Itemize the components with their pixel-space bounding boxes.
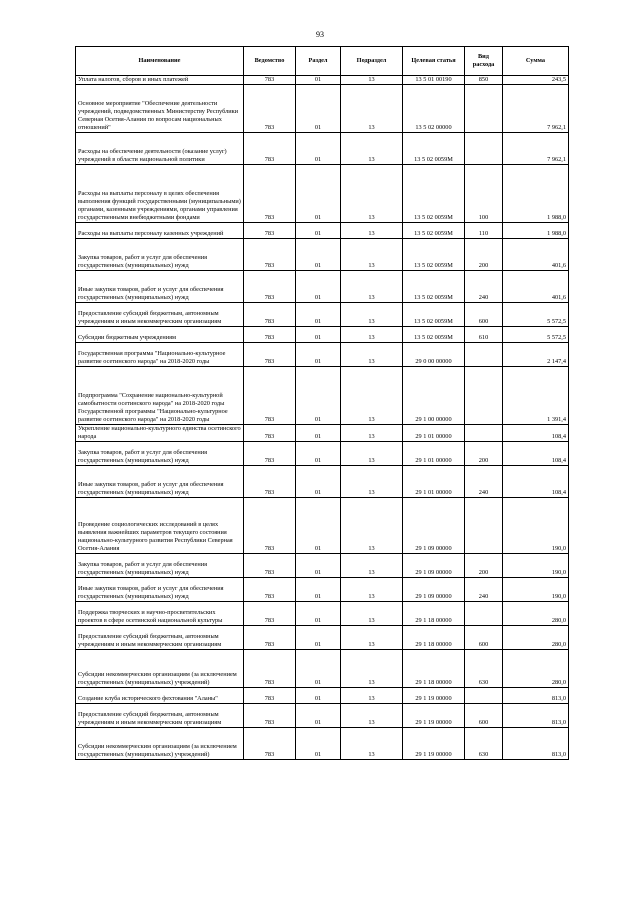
row-subsection: 13	[341, 223, 403, 239]
row-section: 01	[296, 602, 341, 626]
row-section: 01	[296, 271, 341, 303]
table-row	[76, 303, 569, 327]
row-section: 01	[296, 498, 341, 554]
row-amount: 190,0	[503, 498, 569, 554]
row-section: 01	[296, 650, 341, 688]
table-row	[76, 239, 569, 271]
table-row	[76, 602, 569, 626]
row-department: 783	[244, 76, 296, 85]
row-expense-type	[465, 343, 503, 367]
row-expense-type: 850	[465, 76, 503, 85]
row-expense-type: 200	[465, 554, 503, 578]
row-section: 01	[296, 343, 341, 367]
row-section: 01	[296, 688, 341, 704]
row-target-article: 29 1 09 00000	[403, 578, 465, 602]
row-section: 01	[296, 554, 341, 578]
row-subsection: 13	[341, 704, 403, 728]
row-expense-type: 630	[465, 728, 503, 760]
row-expense-type: 110	[465, 223, 503, 239]
row-target-article: 13 5 02 0059М	[403, 239, 465, 271]
row-expense-type	[465, 498, 503, 554]
table-row	[76, 650, 569, 688]
row-subsection: 13	[341, 133, 403, 165]
row-target-article: 13 5 02 0059М	[403, 133, 465, 165]
row-target-article: 29 1 18 00000	[403, 602, 465, 626]
row-amount: 108,4	[503, 442, 569, 466]
row-amount: 813,0	[503, 704, 569, 728]
row-amount: 280,0	[503, 626, 569, 650]
row-amount: 7 962,1	[503, 85, 569, 133]
table-row	[76, 85, 569, 133]
table-row	[76, 728, 569, 760]
row-name: Укрепление национально-культурного единства осетинского народа	[76, 425, 244, 442]
row-expense-type: 240	[465, 578, 503, 602]
row-department: 783	[244, 466, 296, 498]
column-header-name: Наименование	[76, 47, 244, 76]
row-target-article: 29 1 18 00000	[403, 626, 465, 650]
table-row	[76, 425, 569, 442]
row-expense-type: 200	[465, 442, 503, 466]
row-name: Поддержка творческих и научно-просветительских проектов в сфере осетинской национальной культуры	[76, 602, 244, 626]
row-subsection: 13	[341, 76, 403, 85]
row-name: Подпрограмма "Сохранение национально-культурной самобытности осетинского народа" на 2018-2020 годы Государственной программы "Национально-культурное развитие осетинского народа" на 2018-2020 годы	[76, 367, 244, 425]
row-subsection: 13	[341, 602, 403, 626]
row-department: 783	[244, 85, 296, 133]
row-expense-type: 600	[465, 303, 503, 327]
column-header-subsection: Подраздел	[341, 47, 403, 76]
page-number: 93	[316, 30, 324, 39]
row-section: 01	[296, 466, 341, 498]
row-name: Расходы на выплаты персоналу казенных учреждений	[76, 223, 244, 239]
row-target-article: 13 5 02 0059М	[403, 271, 465, 303]
row-department: 783	[244, 327, 296, 343]
row-subsection: 13	[341, 425, 403, 442]
row-name: Создание клуба исторического фехтования "Аланы"	[76, 688, 244, 704]
table-row	[76, 498, 569, 554]
row-section: 01	[296, 728, 341, 760]
row-subsection: 13	[341, 728, 403, 760]
row-department: 783	[244, 303, 296, 327]
row-name: Проведение социологических исследований в целях выявления важнейших параметров текущего состояния национально-культурного развития Республики Северная Осетия-Алания	[76, 498, 244, 554]
row-name: Предоставление субсидий бюджетным, автономным учреждениям и иным некоммерческим организациям	[76, 303, 244, 327]
table-row	[76, 704, 569, 728]
row-subsection: 13	[341, 271, 403, 303]
row-target-article: 29 1 01 00000	[403, 425, 465, 442]
row-expense-type: 240	[465, 466, 503, 498]
row-expense-type: 600	[465, 626, 503, 650]
row-section: 01	[296, 76, 341, 85]
row-expense-type: 200	[465, 239, 503, 271]
table-row	[76, 578, 569, 602]
row-target-article: 13 5 02 0059М	[403, 303, 465, 327]
row-amount: 7 962,1	[503, 133, 569, 165]
row-subsection: 13	[341, 688, 403, 704]
row-amount: 813,0	[503, 728, 569, 760]
row-expense-type: 630	[465, 650, 503, 688]
row-name: Субсидии некоммерческим организациям (за исключением государственных (муниципальных) учреждений)	[76, 650, 244, 688]
row-department: 783	[244, 602, 296, 626]
row-subsection: 13	[341, 466, 403, 498]
row-department: 783	[244, 165, 296, 223]
row-department: 783	[244, 442, 296, 466]
row-amount: 108,4	[503, 425, 569, 442]
row-expense-type	[465, 425, 503, 442]
table-row	[76, 442, 569, 466]
column-header-expense-type: Вид расхода	[465, 47, 503, 76]
row-amount: 1 988,0	[503, 223, 569, 239]
row-department: 783	[244, 728, 296, 760]
row-department: 783	[244, 425, 296, 442]
row-department: 783	[244, 688, 296, 704]
row-target-article: 29 1 19 00000	[403, 704, 465, 728]
row-name: Иные закупки товаров, работ и услуг для обеспечения государственных (муниципальных) нужд	[76, 466, 244, 498]
row-name: Уплата налогов, сборов и иных платежей	[76, 76, 244, 85]
row-department: 783	[244, 650, 296, 688]
table-header-row	[76, 47, 569, 76]
row-department: 783	[244, 578, 296, 602]
row-amount: 1 988,0	[503, 165, 569, 223]
row-name: Субсидии бюджетным учреждениям	[76, 327, 244, 343]
row-amount: 5 572,5	[503, 303, 569, 327]
row-section: 01	[296, 165, 341, 223]
row-section: 01	[296, 626, 341, 650]
row-section: 01	[296, 704, 341, 728]
row-expense-type: 100	[465, 165, 503, 223]
row-target-article: 29 1 19 00000	[403, 688, 465, 704]
row-section: 01	[296, 578, 341, 602]
table-row	[76, 223, 569, 239]
row-expense-type: 610	[465, 327, 503, 343]
row-amount: 1 391,4	[503, 367, 569, 425]
row-name: Предоставление субсидий бюджетным, автономным учреждениям и иным некоммерческим организациям	[76, 626, 244, 650]
row-target-article: 29 1 00 00000	[403, 367, 465, 425]
table-row	[76, 271, 569, 303]
row-name: Закупка товаров, работ и услуг для обеспечения государственных (муниципальных) нужд	[76, 442, 244, 466]
row-amount: 108,4	[503, 466, 569, 498]
row-subsection: 13	[341, 578, 403, 602]
row-amount: 5 572,5	[503, 327, 569, 343]
row-subsection: 13	[341, 327, 403, 343]
row-target-article: 29 1 09 00000	[403, 498, 465, 554]
row-department: 783	[244, 133, 296, 165]
row-amount: 280,0	[503, 602, 569, 626]
row-target-article: 13 5 01 00190	[403, 76, 465, 85]
row-name: Расходы на обеспечение деятельности (оказание услуг) учреждений в области национальной политики	[76, 133, 244, 165]
row-target-article: 29 1 01 00000	[403, 442, 465, 466]
row-amount: 401,6	[503, 271, 569, 303]
row-subsection: 13	[341, 626, 403, 650]
table-row	[76, 466, 569, 498]
row-name: Предоставление субсидий бюджетным, автономным учреждениям и иным некоммерческим организациям	[76, 704, 244, 728]
table-row	[76, 133, 569, 165]
row-department: 783	[244, 498, 296, 554]
row-target-article: 13 5 02 0059М	[403, 327, 465, 343]
row-department: 783	[244, 223, 296, 239]
row-subsection: 13	[341, 303, 403, 327]
row-subsection: 13	[341, 165, 403, 223]
column-header-department: Ведомство	[244, 47, 296, 76]
row-expense-type	[465, 133, 503, 165]
table-row	[76, 327, 569, 343]
row-section: 01	[296, 442, 341, 466]
table-row	[76, 688, 569, 704]
row-target-article: 29 1 09 00000	[403, 554, 465, 578]
row-expense-type: 240	[465, 271, 503, 303]
row-section: 01	[296, 239, 341, 271]
row-section: 01	[296, 327, 341, 343]
row-amount: 280,0	[503, 650, 569, 688]
row-name: Иные закупки товаров, работ и услуг для обеспечения государственных (муниципальных) нужд	[76, 578, 244, 602]
row-subsection: 13	[341, 498, 403, 554]
row-expense-type	[465, 688, 503, 704]
row-name: Государственная программа "Национально-культурное развитие осетинского народа" на 2018-2020 годы	[76, 343, 244, 367]
row-section: 01	[296, 133, 341, 165]
row-section: 01	[296, 85, 341, 133]
row-name: Закупка товаров, работ и услуг для обеспечения государственных (муниципальных) нужд	[76, 554, 244, 578]
row-department: 783	[244, 626, 296, 650]
row-expense-type	[465, 85, 503, 133]
row-name: Иные закупки товаров, работ и услуг для обеспечения государственных (муниципальных) нужд	[76, 271, 244, 303]
row-target-article: 29 1 19 00000	[403, 728, 465, 760]
column-header-target-article: Целевая статья	[403, 47, 465, 76]
row-name: Закупка товаров, работ и услуг для обеспечения государственных (муниципальных) нужд	[76, 239, 244, 271]
row-section: 01	[296, 223, 341, 239]
row-department: 783	[244, 554, 296, 578]
row-department: 783	[244, 343, 296, 367]
row-target-article: 13 5 02 0059М	[403, 165, 465, 223]
row-amount: 243,5	[503, 76, 569, 85]
row-name: Основное мероприятие "Обеспечение деятельности учреждений, подведомственных Министерству Республики Северная Осетия-Алания по вопросам национальных отношений"	[76, 85, 244, 133]
table-row	[76, 343, 569, 367]
row-department: 783	[244, 367, 296, 425]
row-section: 01	[296, 303, 341, 327]
row-section: 01	[296, 425, 341, 442]
table-row	[76, 76, 569, 85]
column-header-section: Раздел	[296, 47, 341, 76]
row-target-article: 13 5 02 00000	[403, 85, 465, 133]
row-section: 01	[296, 367, 341, 425]
row-amount: 401,6	[503, 239, 569, 271]
table-row	[76, 165, 569, 223]
row-amount: 190,0	[503, 554, 569, 578]
row-amount: 813,0	[503, 688, 569, 704]
row-target-article: 29 1 18 00000	[403, 650, 465, 688]
row-name: Расходы на выплаты персоналу в целях обеспечения выполнения функций государственными (муниципальными) органами, казенными учреждениями, органами управления государственными внебюджетными фондами	[76, 165, 244, 223]
budget-table	[75, 46, 569, 760]
row-expense-type	[465, 367, 503, 425]
row-department: 783	[244, 704, 296, 728]
row-subsection: 13	[341, 343, 403, 367]
row-target-article: 13 5 02 0059М	[403, 223, 465, 239]
row-expense-type	[465, 602, 503, 626]
row-target-article: 29 1 01 00000	[403, 466, 465, 498]
row-target-article: 29 0 00 00000	[403, 343, 465, 367]
row-amount: 190,0	[503, 578, 569, 602]
table-row	[76, 626, 569, 650]
table-row	[76, 367, 569, 425]
row-subsection: 13	[341, 367, 403, 425]
row-department: 783	[244, 271, 296, 303]
row-subsection: 13	[341, 442, 403, 466]
row-subsection: 13	[341, 650, 403, 688]
row-subsection: 13	[341, 239, 403, 271]
row-name: Субсидии некоммерческим организациям (за исключением государственных (муниципальных) учреждений)	[76, 728, 244, 760]
column-header-amount: Сумма	[503, 47, 569, 76]
row-department: 783	[244, 239, 296, 271]
table-row	[76, 554, 569, 578]
row-subsection: 13	[341, 554, 403, 578]
row-expense-type: 600	[465, 704, 503, 728]
row-subsection: 13	[341, 85, 403, 133]
row-amount: 2 147,4	[503, 343, 569, 367]
